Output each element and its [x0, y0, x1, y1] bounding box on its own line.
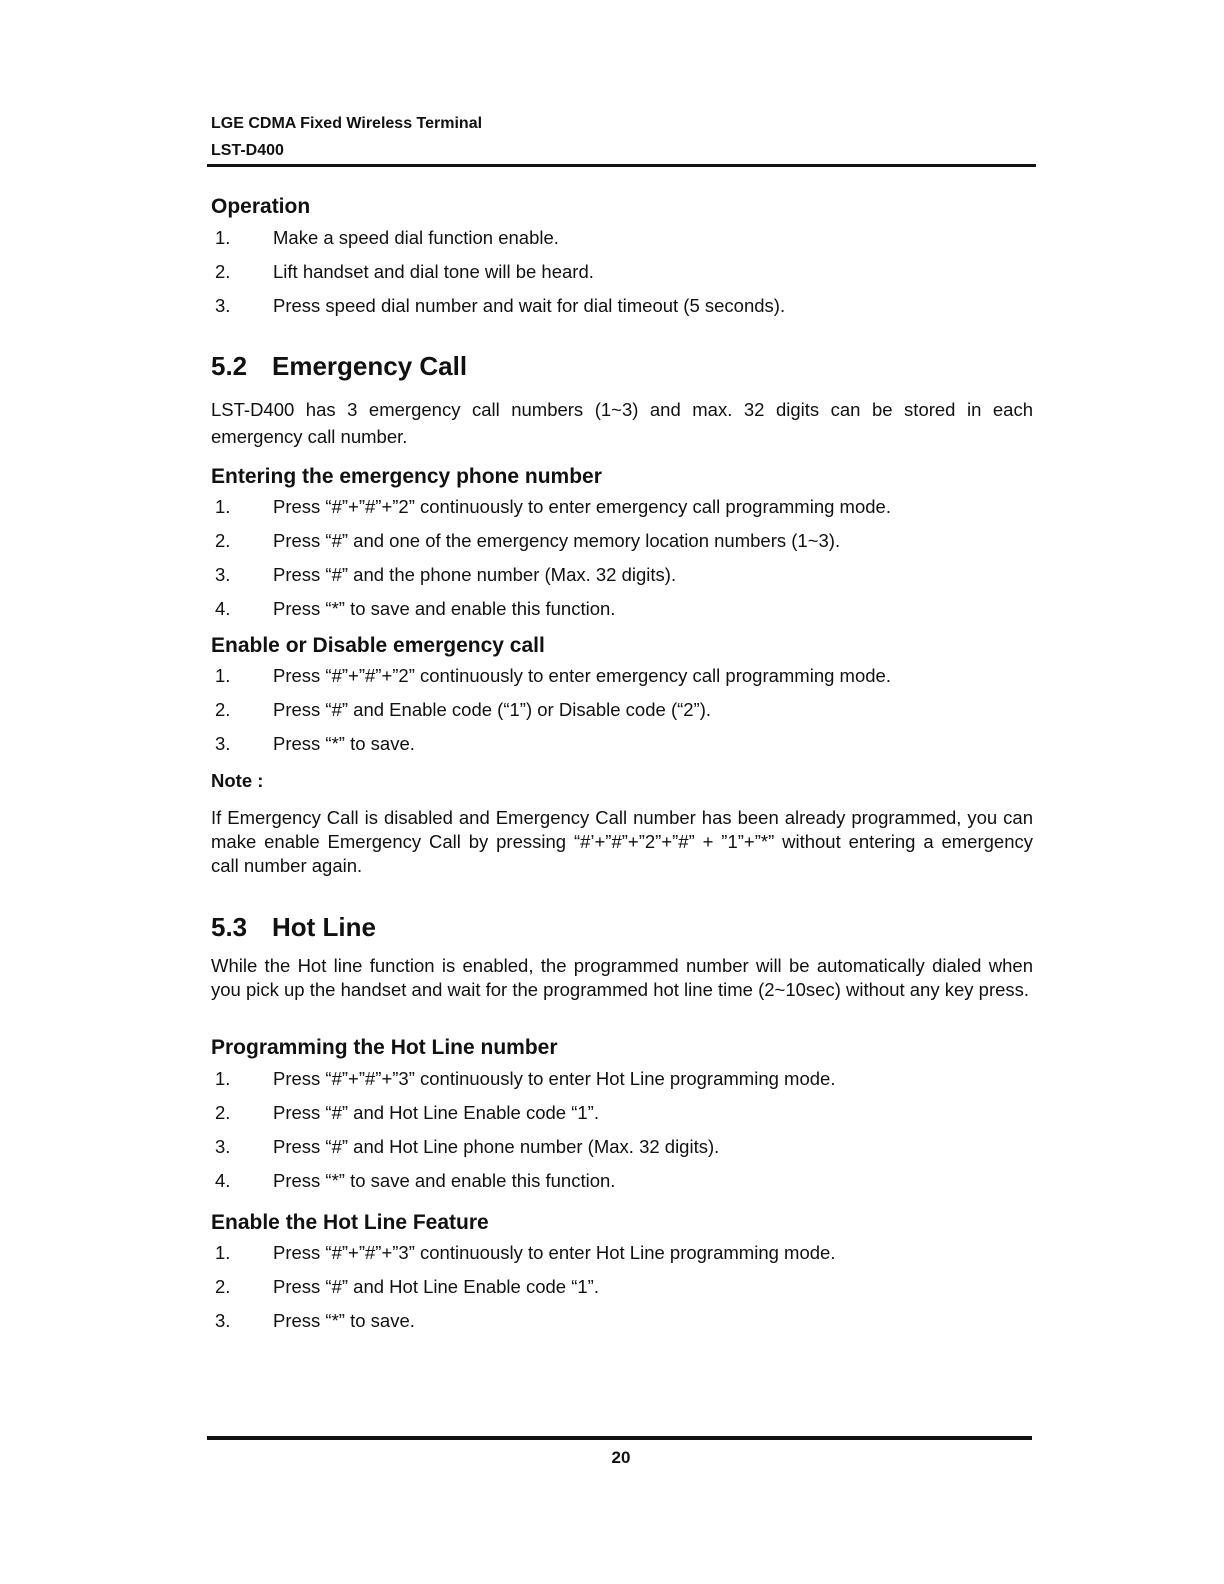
hotline-intro-paragraph: While the Hot line function is enabled, the programmed number will be automatically dialed when you pick up the handset and wait for the programmed hot line time (2~10sec) without any key press.	[211, 955, 1033, 1000]
programming-hotline-step: 1. Press “#”+”#”+”3” continuously to enter Hot Line programming mode.	[215, 1068, 836, 1089]
note-paragraph: If Emergency Call is disabled and Emergency Call number has been already programmed, you can make enable Emergency Call by pressing “#’+”#”+”2”+”#” + ”1”+”*” without entering a emergency call number again.	[211, 807, 1033, 876]
operation-step: 2. Lift handset and dial tone will be heard.	[215, 261, 594, 282]
enable-hotline-step: 1. Press “#”+”#”+”3” continuously to enter Hot Line programming mode.	[215, 1242, 836, 1263]
document-header-title: LGE CDMA Fixed Wireless Terminal	[211, 115, 483, 132]
entering-emergency-step: 2. Press “#” and one of the emergency memory location numbers (1~3).	[215, 530, 841, 551]
entering-emergency-step: 3. Press “#” and the phone number (Max. 32 digits).	[215, 564, 677, 585]
note-label: Note :	[211, 770, 264, 791]
enable-emergency-heading: Enable or Disable emergency call	[211, 634, 545, 657]
entering-emergency-step: 4. Press “*” to save and enable this function.	[215, 598, 616, 619]
entering-emergency-step: 1. Press “#”+”#”+”2” continuously to enter emergency call programming mode.	[215, 496, 891, 517]
programming-hotline-heading: Programming the Hot Line number	[211, 1036, 558, 1059]
operation-heading: Operation	[211, 195, 311, 218]
enable-emergency-step: 1. Press “#”+”#”+”2” continuously to enter emergency call programming mode.	[215, 665, 891, 686]
enable-emergency-step: 3. Press “*” to save.	[215, 733, 415, 754]
operation-step: 3. Press speed dial number and wait for dial timeout (5 seconds).	[215, 295, 786, 316]
page-number: 20	[611, 1448, 631, 1467]
enable-emergency-step: 2. Press “#” and Enable code (“1”) or Disable code (“2”).	[215, 699, 712, 720]
programming-hotline-step: 3. Press “#” and Hot Line phone number (Max. 32 digits).	[215, 1136, 720, 1157]
entering-emergency-heading: Entering the emergency phone number	[211, 465, 602, 488]
enable-hotline-heading: Enable the Hot Line Feature	[211, 1211, 489, 1234]
section-heading-hot-line: 5.3 Hot Line	[211, 912, 376, 942]
document-header-model: LST-D400	[211, 142, 284, 159]
emergency-intro-paragraph: LST-D400 has 3 emergency call numbers (1~3) and max. 32 digits can be stored in each emergency call number.	[211, 399, 1033, 447]
operation-step: 1. Make a speed dial function enable.	[215, 227, 559, 248]
enable-hotline-step: 3. Press “*” to save.	[215, 1310, 415, 1331]
programming-hotline-step: 2. Press “#” and Hot Line Enable code “1”.	[215, 1102, 599, 1123]
enable-hotline-step: 2. Press “#” and Hot Line Enable code “1”.	[215, 1276, 599, 1297]
programming-hotline-step: 4. Press “*” to save and enable this function.	[215, 1170, 616, 1191]
section-heading-emergency-call: 5.2 Emergency Call	[211, 351, 468, 381]
header-divider	[207, 164, 1036, 167]
footer-divider	[207, 1436, 1032, 1440]
